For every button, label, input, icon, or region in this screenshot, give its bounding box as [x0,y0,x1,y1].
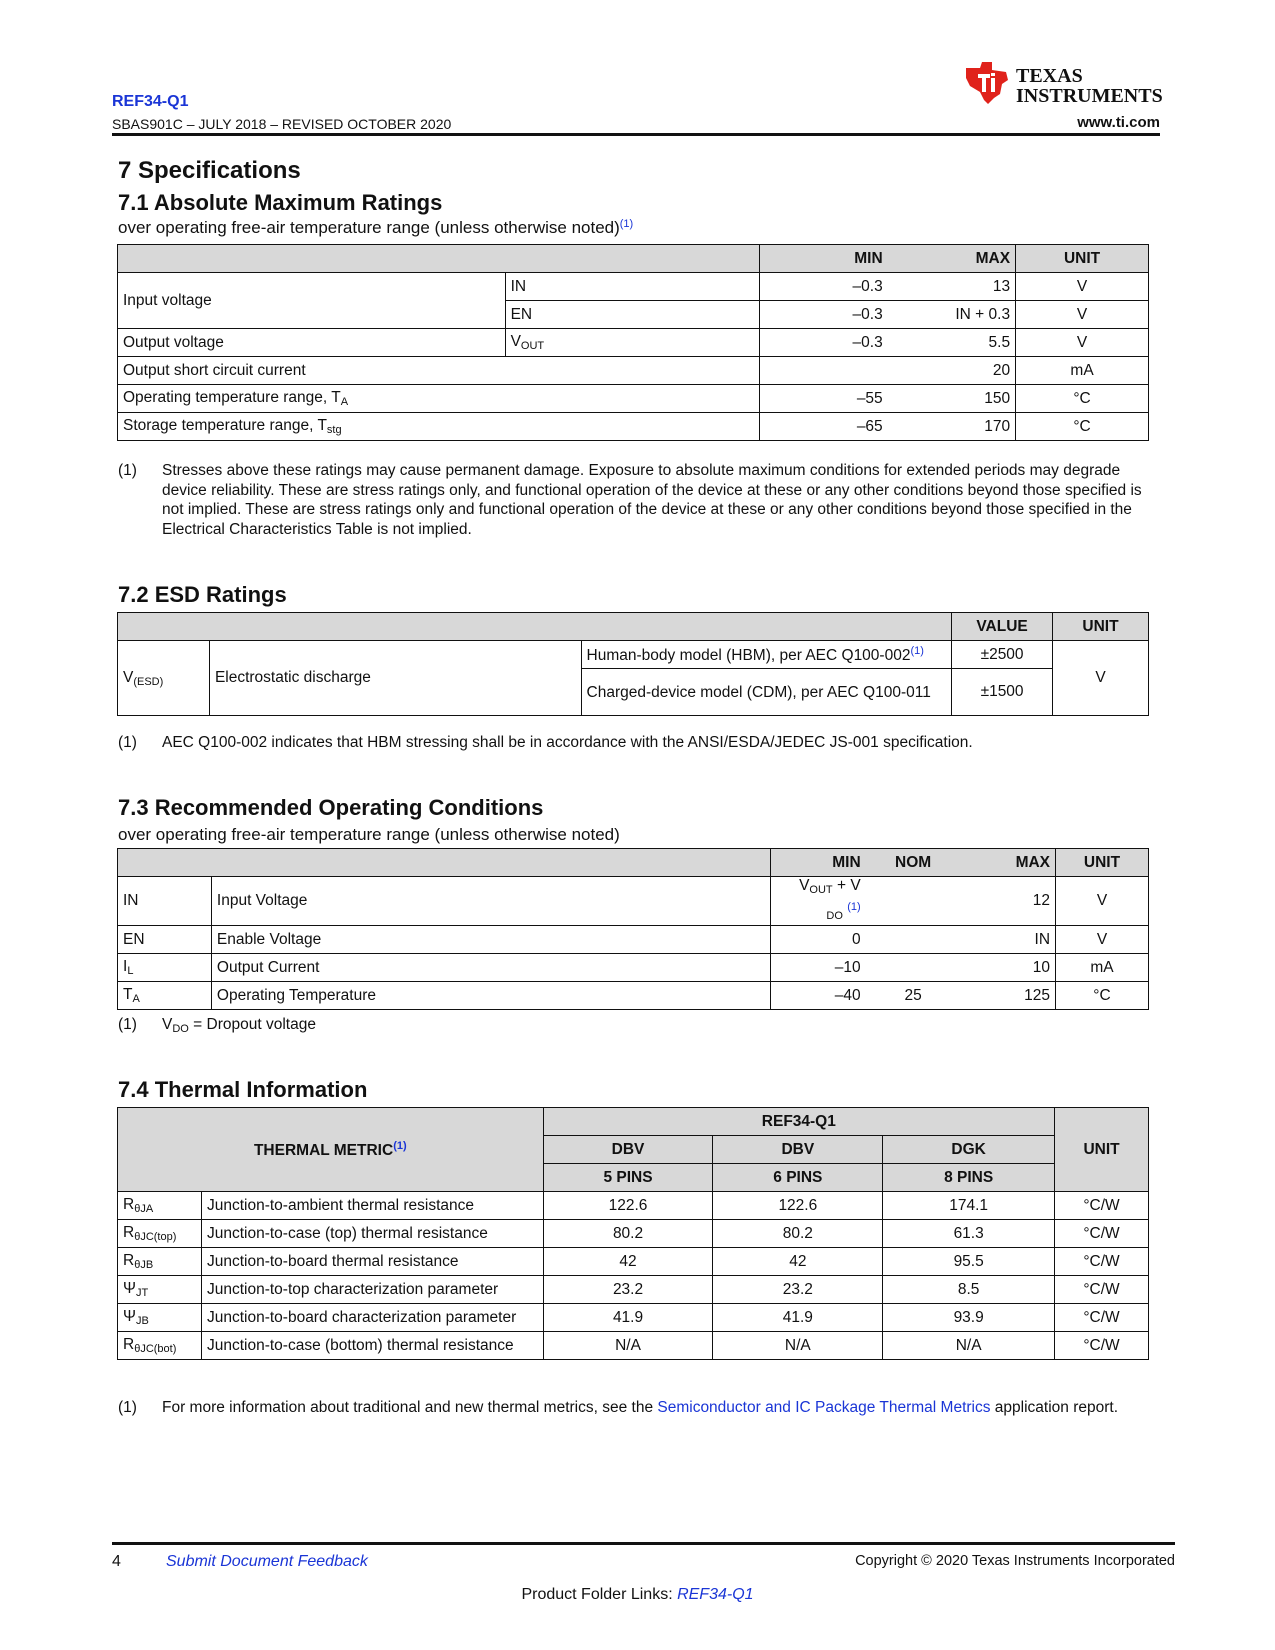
table-row: Storage temperature range, Tstg –65 170 °C [118,413,1149,441]
header-part-number[interactable]: REF34-Q1 [112,93,189,110]
table-header-row: 5 PINS 6 PINS 8 PINS [118,1164,1149,1192]
col-nom: NOM [866,849,961,877]
table-row: Input voltage IN –0.3 13 V [118,273,1149,301]
s72-title: 7.2 ESD Ratings [118,582,287,607]
table-header-row: DBV DBV DGK [118,1136,1149,1164]
table-header-row [118,849,1149,877]
table-row: IL Output Current –10 10 mA [118,954,1149,982]
esd-table [117,612,1149,716]
header-revision: SBAS901C – JULY 2018 – REVISED OCTOBER 2020 [112,116,452,132]
table-row: RθJC(bot) Junction-to-case (bottom) thermal resistance N/A N/A N/A °C/W [118,1332,1149,1360]
s72-footnote: (1) AEC Q100-002 indicates that HBM stressing shall be in accordance with the ANSI/ESDA/JEDEC JS-001 specification. [118,734,973,751]
table-row: Charged-device model (CDM), per AEC Q100-011 ±1500 [118,669,1149,716]
table-row: RθJB Junction-to-board thermal resistance 42 42 95.5 °C/W [118,1248,1149,1276]
table-row: V(ESD) Electrostatic discharge Human-body model (HBM), per AEC Q100-002$^{(1)}$ ±2500 V [118,641,1149,669]
col-value: VALUE [952,613,1053,641]
s74-footnote: (1) For more information about traditional and new thermal metrics, see the Semiconductor and IC Package Thermal Metrics application report. [118,1399,1119,1416]
table-row: EN Enable Voltage 0 IN V [118,926,1149,954]
thermal-metrics-link[interactable]: Semiconductor and IC Package Thermal Metrics [657,1399,991,1416]
table-row: Output short circuit current 20 mA [118,357,1149,385]
table-row: ΨJT Junction-to-top characterization parameter 23.2 23.2 8.5 °C/W [118,1276,1149,1304]
table-row: Operating temperature range, TA –55 150 °C [118,385,1149,413]
ti-logo [962,60,1162,110]
s73-title: 7.3 Recommended Operating Conditions [118,795,544,820]
submit-feedback-link[interactable]: Submit Document Feedback [166,1553,368,1570]
col-thermal-metric: THERMAL METRIC$^{(1)}$ [118,1108,544,1192]
table-row: TA Operating Temperature –40 25 125 °C [118,982,1149,1010]
s73-footnote: (1) VDO = Dropout voltage [118,1016,316,1035]
table-row: IN Input Voltage VOUT + V DO $^{(1)}$ 12 V [118,877,1149,926]
col-unit: UNIT [1016,245,1149,273]
s71-footnote-ref[interactable]: (1) [619,218,634,230]
footer-rule [112,1542,1175,1545]
table-row: Output voltage VOUT –0.3 5.5 V [118,329,1149,357]
s74-title: 7.4 Thermal Information [118,1077,368,1102]
col-max: MAX [888,245,1016,273]
esd-footnote-ref[interactable]: (1) [910,644,924,657]
product-folder-links: Product Folder Links: REF34-Q1 [521,1586,754,1603]
table-row: RθJA Junction-to-ambient thermal resistance 122.6 122.6 174.1 °C/W [118,1192,1149,1220]
roc-table [117,848,1149,1010]
table-row: ΨJB Junction-to-board characterization parameter 41.9 41.9 93.9 °C/W [118,1304,1149,1332]
s71-title: 7.1 Absolute Maximum Ratings [118,190,443,215]
s71-footnote: (1) Stresses above these ratings may cause permanent damage. Exposure to absolute maximum conditions for extended periods may degrade device reliability. These are stress ratings only, and functional operation of the device at these or any other conditions beyond those specified is not implied. These are stress ratings only and functional operation of the device at these or any other conditions beyond those specified in the Electrical Characteristics Table is not implied. [118,462,1142,538]
table-header-row [118,613,1149,641]
page-number: 4 [112,1553,121,1570]
col-min: MIN [771,849,866,877]
col-unit: UNIT [1053,613,1149,641]
ti-state-icon [962,60,1012,106]
s71-condition: over operating free-air temperature range (unless otherwise noted)$^{(1)}$ [118,218,634,237]
thermal-footnote-ref[interactable]: (1) [393,1139,407,1152]
header-rule [112,133,1160,136]
abs-max-table [117,244,1149,441]
col-min: MIN [760,245,888,273]
section-title: 7 Specifications [118,157,301,184]
col-unit: UNIT [1056,849,1149,877]
header-url[interactable]: www.ti.com [1077,114,1160,131]
col-part: REF34-Q1 [543,1108,1054,1136]
product-folder-link[interactable]: REF34-Q1 [677,1586,754,1603]
col-unit: UNIT [1055,1108,1149,1192]
s73-condition: over operating free-air temperature range (unless otherwise noted) [118,825,620,844]
table-header-row [118,245,1149,273]
table-header-row [118,1108,1149,1136]
copyright: Copyright © 2020 Texas Instruments Incorporated [855,1553,1175,1569]
table-row: RθJC(top) Junction-to-case (top) thermal resistance 80.2 80.2 61.3 °C/W [118,1220,1149,1248]
logo-wordmark: TEXAS INSTRUMENTS [1016,65,1163,107]
table-row: EN –0.3 IN + 0.3 V [118,301,1149,329]
thermal-table [117,1107,1149,1360]
col-max: MAX [961,849,1056,877]
roc-footnote-ref[interactable]: (1) [847,901,861,913]
